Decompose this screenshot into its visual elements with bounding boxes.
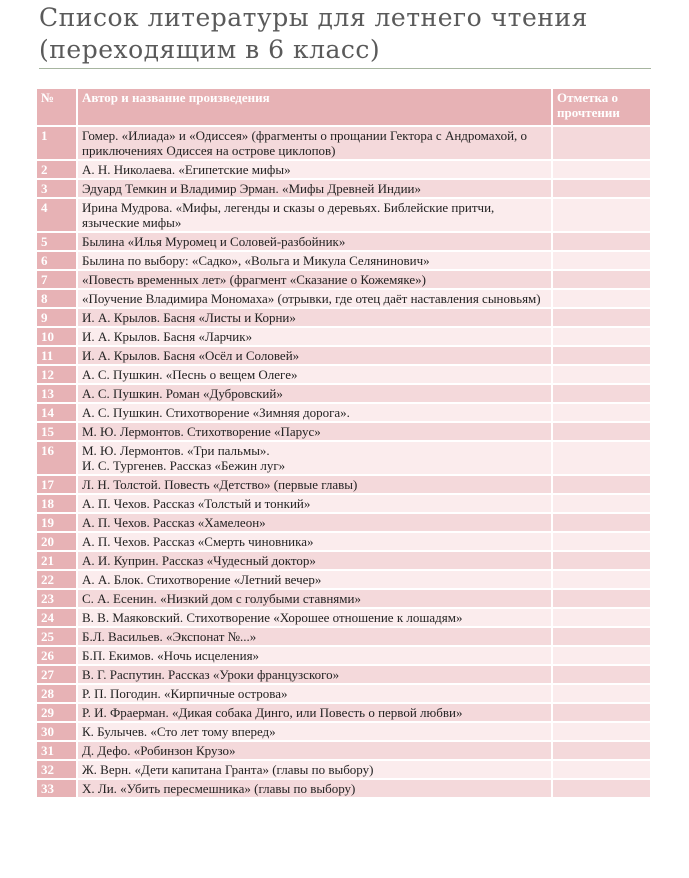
table-row — [36, 198, 651, 232]
header-author-title: Автор и название произведения — [77, 88, 552, 126]
row-read-mark-cell[interactable] — [552, 126, 651, 160]
header-row — [36, 88, 651, 126]
row-number: 2 — [36, 160, 77, 179]
row-number: 29 — [36, 703, 77, 722]
row-read-mark-cell[interactable] — [552, 722, 651, 741]
table-row — [36, 532, 651, 551]
row-read-mark-cell[interactable] — [552, 232, 651, 251]
row-work-title: А. П. Чехов. Рассказ «Толстый и тонкий» — [77, 494, 552, 513]
row-work-title: А. П. Чехов. Рассказ «Смерть чиновника» — [77, 532, 552, 551]
row-work-title: Д. Дефо. «Робинзон Крузо» — [77, 741, 552, 760]
table-row — [36, 327, 651, 346]
row-read-mark-cell[interactable] — [552, 270, 651, 289]
table-body — [36, 126, 651, 798]
row-read-mark-cell[interactable] — [552, 422, 651, 441]
row-read-mark-cell[interactable] — [552, 551, 651, 570]
title-line-2: (переходящим в 6 класс) — [39, 35, 381, 64]
row-read-mark-cell[interactable] — [552, 779, 651, 798]
table-row — [36, 722, 651, 741]
row-number: 25 — [36, 627, 77, 646]
table-row — [36, 703, 651, 722]
row-work-title: А. С. Пушкин. «Песнь о вещем Олеге» — [77, 365, 552, 384]
row-number: 14 — [36, 403, 77, 422]
row-read-mark-cell[interactable] — [552, 289, 651, 308]
row-read-mark-cell[interactable] — [552, 403, 651, 422]
row-number: 4 — [36, 198, 77, 232]
row-work-title: В. Г. Распутин. Рассказ «Уроки французского» — [77, 665, 552, 684]
row-read-mark-cell[interactable] — [552, 251, 651, 270]
row-number: 16 — [36, 441, 77, 475]
row-number: 10 — [36, 327, 77, 346]
table-row — [36, 513, 651, 532]
table-row — [36, 475, 651, 494]
row-number: 31 — [36, 741, 77, 760]
row-number: 20 — [36, 532, 77, 551]
header-read-mark: Отметка о прочтении — [552, 88, 651, 126]
row-read-mark-cell[interactable] — [552, 703, 651, 722]
row-number: 1 — [36, 126, 77, 160]
row-number: 15 — [36, 422, 77, 441]
table-row — [36, 779, 651, 798]
row-work-title: А. Н. Николаева. «Египетские мифы» — [77, 160, 552, 179]
table-row — [36, 308, 651, 327]
row-work-title: Л. Н. Толстой. Повесть «Детство» (первые главы) — [77, 475, 552, 494]
row-work-title: «Повесть временных лет» (фрагмент «Сказание о Кожемяке») — [77, 270, 552, 289]
table-row — [36, 232, 651, 251]
row-work-title: «Поучение Владимира Мономаха» (отрывки, где отец даёт наставления сыновьям) — [77, 289, 552, 308]
row-number: 3 — [36, 179, 77, 198]
row-read-mark-cell[interactable] — [552, 327, 651, 346]
row-number: 9 — [36, 308, 77, 327]
row-number: 22 — [36, 570, 77, 589]
row-number: 7 — [36, 270, 77, 289]
table-row — [36, 760, 651, 779]
row-work-title: Эдуард Темкин и Владимир Эрман. «Мифы Древней Индии» — [77, 179, 552, 198]
table-row — [36, 365, 651, 384]
row-read-mark-cell[interactable] — [552, 160, 651, 179]
row-work-title: Ж. Верн. «Дети капитана Гранта» (главы по выбору) — [77, 760, 552, 779]
row-work-title: Былина «Илья Муромец и Соловей-разбойник» — [77, 232, 552, 251]
row-work-title: А. С. Пушкин. Стихотворение «Зимняя дорога». — [77, 403, 552, 422]
table-row — [36, 646, 651, 665]
row-work-title: И. А. Крылов. Басня «Осёл и Соловей» — [77, 346, 552, 365]
row-work-title: А. И. Куприн. Рассказ «Чудесный доктор» — [77, 551, 552, 570]
table-row — [36, 589, 651, 608]
row-work-title: Р. П. Погодин. «Кирпичные острова» — [77, 684, 552, 703]
table-row — [36, 741, 651, 760]
row-number: 24 — [36, 608, 77, 627]
table-row — [36, 346, 651, 365]
row-read-mark-cell[interactable] — [552, 665, 651, 684]
table-row — [36, 570, 651, 589]
row-read-mark-cell[interactable] — [552, 475, 651, 494]
table-row — [36, 441, 651, 475]
row-read-mark-cell[interactable] — [552, 365, 651, 384]
work-title-line: И. С. Тургенев. Рассказ «Бежин луг» — [82, 458, 286, 473]
table-row — [36, 179, 651, 198]
row-number: 27 — [36, 665, 77, 684]
table-header — [36, 88, 651, 126]
page-title — [39, 2, 659, 66]
row-number: 30 — [36, 722, 77, 741]
row-read-mark-cell[interactable] — [552, 589, 651, 608]
header-number: № — [36, 88, 77, 126]
table-row — [36, 665, 651, 684]
row-number: 26 — [36, 646, 77, 665]
row-number: 23 — [36, 589, 77, 608]
title-divider — [39, 68, 651, 69]
row-read-mark-cell[interactable] — [552, 608, 651, 627]
row-read-mark-cell[interactable] — [552, 198, 651, 232]
row-read-mark-cell[interactable] — [552, 346, 651, 365]
row-work-title: В. В. Маяковский. Стихотворение «Хорошее отношение к лошадям» — [77, 608, 552, 627]
row-work-title: Б.Л. Васильев. «Экспонат №...» — [77, 627, 552, 646]
row-work-title: К. Булычев. «Сто лет тому вперед» — [77, 722, 552, 741]
row-read-mark-cell[interactable] — [552, 646, 651, 665]
row-number: 32 — [36, 760, 77, 779]
table-row — [36, 684, 651, 703]
table-row — [36, 251, 651, 270]
row-read-mark-cell[interactable] — [552, 627, 651, 646]
row-read-mark-cell[interactable] — [552, 684, 651, 703]
table-row — [36, 494, 651, 513]
row-work-title: М. Ю. Лермонтов. Стихотворение «Парус» — [77, 422, 552, 441]
row-read-mark-cell[interactable] — [552, 494, 651, 513]
work-title-line: М. Ю. Лермонтов. «Три пальмы». — [82, 443, 270, 458]
row-read-mark-cell[interactable] — [552, 570, 651, 589]
row-read-mark-cell[interactable] — [552, 308, 651, 327]
row-work-title: Гомер. «Илиада» и «Одиссея» (фрагменты о прощании Гектора с Андромахой, о приключениях Одиссея на острове циклопов) — [77, 126, 552, 160]
row-work-title: Б.П. Екимов. «Ночь исцеления» — [77, 646, 552, 665]
row-number: 19 — [36, 513, 77, 532]
row-work-title: И. А. Крылов. Басня «Листы и Корни» — [77, 308, 552, 327]
row-number: 6 — [36, 251, 77, 270]
row-read-mark-cell[interactable] — [552, 179, 651, 198]
row-number: 12 — [36, 365, 77, 384]
row-number: 13 — [36, 384, 77, 403]
reading-list-table — [35, 87, 652, 799]
row-work-title: А. С. Пушкин. Роман «Дубровский» — [77, 384, 552, 403]
table-row — [36, 551, 651, 570]
row-work-title: А. П. Чехов. Рассказ «Хамелеон» — [77, 513, 552, 532]
row-number: 18 — [36, 494, 77, 513]
table-row — [36, 403, 651, 422]
row-work-title: И. А. Крылов. Басня «Ларчик» — [77, 327, 552, 346]
table-row — [36, 422, 651, 441]
row-read-mark-cell[interactable] — [552, 513, 651, 532]
row-work-title: Р. И. Фраерман. «Дикая собака Динго, или Повесть о первой любви» — [77, 703, 552, 722]
row-read-mark-cell[interactable] — [552, 760, 651, 779]
row-work-title: Х. Ли. «Убить пересмешника» (главы по выбору) — [77, 779, 552, 798]
row-work-title: Былина по выбору: «Садко», «Вольга и Микула Селянинович» — [77, 251, 552, 270]
table-row — [36, 384, 651, 403]
row-number: 33 — [36, 779, 77, 798]
row-number: 21 — [36, 551, 77, 570]
row-number: 28 — [36, 684, 77, 703]
row-read-mark-cell[interactable] — [552, 441, 651, 475]
table-row — [36, 627, 651, 646]
row-number: 17 — [36, 475, 77, 494]
row-number: 5 — [36, 232, 77, 251]
row-number: 8 — [36, 289, 77, 308]
row-work-title: С. А. Есенин. «Низкий дом с голубыми ставнями» — [77, 589, 552, 608]
row-read-mark-cell[interactable] — [552, 532, 651, 551]
row-read-mark-cell[interactable] — [552, 384, 651, 403]
title-line-1: Список литературы для летнего чтения — [39, 3, 588, 32]
row-number: 11 — [36, 346, 77, 365]
row-work-title — [77, 441, 552, 475]
row-read-mark-cell[interactable] — [552, 741, 651, 760]
table-row — [36, 270, 651, 289]
table-row — [36, 160, 651, 179]
table-row — [36, 289, 651, 308]
table-row — [36, 126, 651, 160]
row-work-title: Ирина Мудрова. «Мифы, легенды и сказы о деревьях. Библейские притчи, языческие мифы» — [77, 198, 552, 232]
table-row — [36, 608, 651, 627]
row-work-title: А. А. Блок. Стихотворение «Летний вечер» — [77, 570, 552, 589]
